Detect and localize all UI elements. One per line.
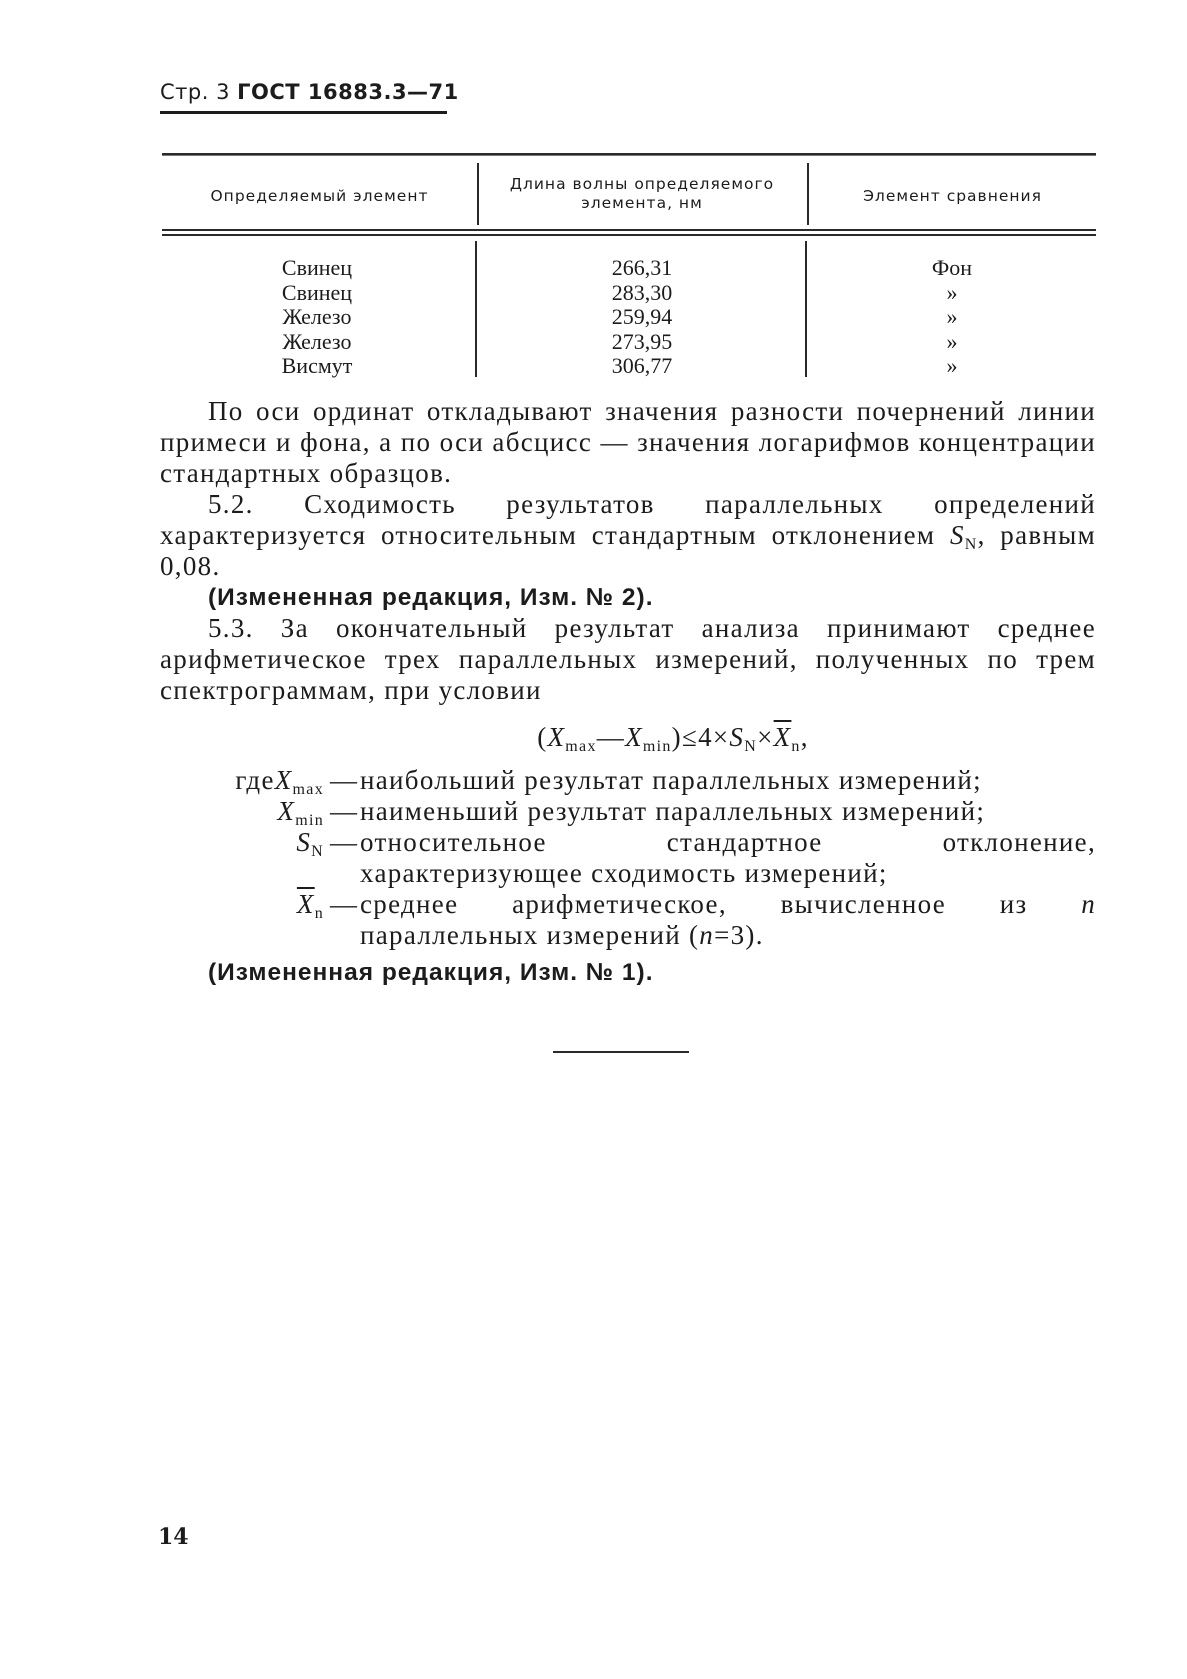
header-underline [160, 111, 447, 114]
column-comparison [822, 256, 1082, 379]
page-prefix: Стр. 3 [160, 80, 230, 104]
table-cell: Свинец [281, 255, 353, 280]
table-cell: » [946, 304, 958, 329]
column-header-comparison: Элемент сравнения [863, 187, 1042, 205]
definition-xmax: гдеX$_{max}$ — наибольший результат параллельных измерений; [235, 765, 982, 798]
standard-number: ГОСТ 16883.3—71 [237, 80, 459, 104]
page-header [160, 80, 459, 104]
definition-sn: $S_N$ — относительное стандартное отклонение, характеризующее сходимость измерений; [296, 827, 1096, 888]
amendment-note-1: (Измененная редакция, Изм. № 1). [208, 959, 654, 986]
definitions-list [160, 765, 1096, 951]
table-cell: » [946, 353, 958, 378]
page-number: 14 [158, 1524, 189, 1550]
table-cell: » [946, 279, 958, 305]
table-cell: Свинец [281, 279, 353, 305]
table-cell: Фон [931, 255, 973, 280]
paragraph-5-2: 5.2. Сходимость результатов параллельных определений характеризуется относительным стандартным отклонением $S_N$, равным 0,08. [160, 489, 1096, 581]
table-cell: » [946, 328, 958, 354]
column-header-wavelength: Длина волны определяемого элемента, нм [509, 175, 775, 212]
paragraph-5-3: 5.3. За окончательный результат анализа принимают среднее арифметическое трех параллельных измерений, полученных по трем спектрограммам, при условии [160, 613, 1096, 705]
amendment-note-2: (Измененная редакция, Изм. № 2). [208, 584, 654, 611]
column-elements [192, 256, 442, 379]
definition-xmin: $X_{min}$ — наименьший результат параллельных измерений; [277, 796, 986, 829]
table-cell: 259,94 [611, 304, 673, 329]
table-cell: 283,30 [611, 279, 673, 305]
section-end-rule [553, 1051, 689, 1053]
table-cell: 266,31 [611, 255, 673, 280]
table-cell: Железо [282, 304, 352, 329]
column-header-element: Определяемый элемент [210, 187, 429, 205]
table-header-rule [162, 229, 1096, 231]
table-cell: Железо [282, 328, 352, 354]
formula: $(X_{max}—X_{min})\le 4\times S_N\times\overline{X}_n$, [537, 722, 809, 755]
table-cell: 273,95 [611, 328, 673, 354]
table-cell: Висмут [281, 353, 353, 378]
column-wavelengths [512, 256, 772, 379]
body-text [160, 396, 1096, 988]
table-cell: 306,77 [611, 353, 673, 378]
wavelength-table [162, 153, 1096, 379]
paragraph-axes: По оси ординат откладывают значения разности почернений линии примеси и фона, а по оси абсцисс — значения логарифмов концентрации стандартных образцов. [160, 396, 1096, 488]
definition-xn: $\overline{X}_n$ — среднее арифметическое, вычисленное из n параллельных измерений (n=3). [296, 889, 1096, 950]
